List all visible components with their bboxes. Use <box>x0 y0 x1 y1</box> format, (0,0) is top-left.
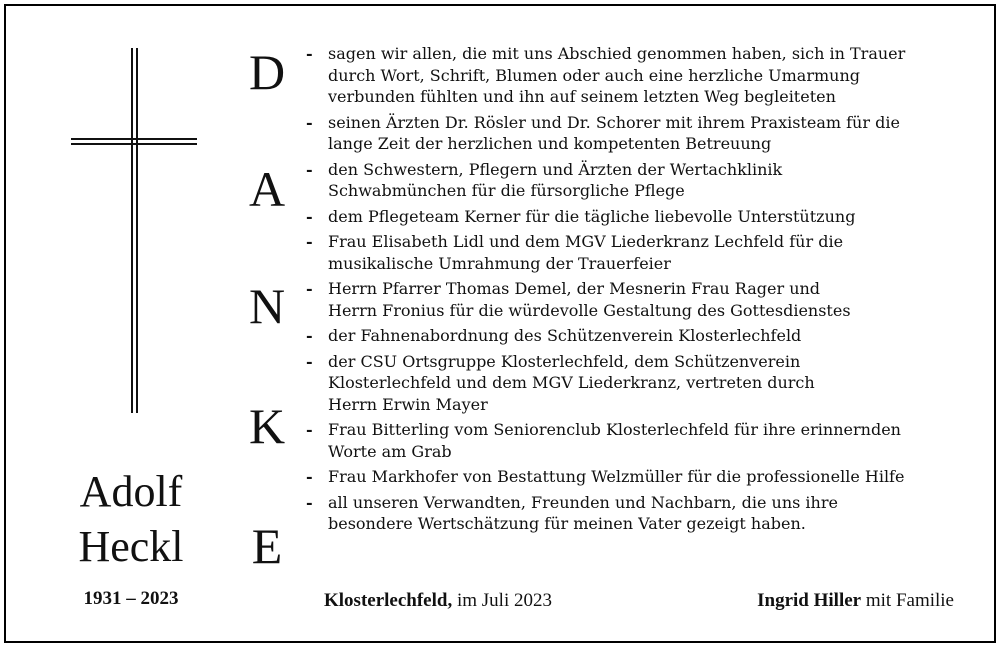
thanks-text: der Fahnenabordnung des Schützenverein Klosterlechfeld <box>328 326 802 345</box>
dash-bullet: - <box>306 232 313 251</box>
place-date <box>324 590 552 612</box>
life-dates: 1931 – 2023 <box>83 588 179 609</box>
heading-letter-k: K <box>248 398 286 454</box>
list-item <box>306 278 986 321</box>
list-item <box>306 351 986 416</box>
list-item <box>306 206 986 228</box>
deceased-last-name: Heckl <box>78 522 184 571</box>
heading-letter-n: N <box>248 278 286 334</box>
list-item <box>306 419 986 462</box>
dash-bullet: - <box>306 279 313 298</box>
dash-bullet: - <box>306 44 313 63</box>
dash-bullet: - <box>306 112 313 132</box>
list-item <box>306 159 986 202</box>
thanks-text: dem Pflegeteam Kerner für die tägliche liebevolle Unterstützung <box>328 206 856 226</box>
signer-name: Ingrid Hiller <box>757 590 862 611</box>
list-item <box>306 325 986 347</box>
thanks-list <box>306 43 986 539</box>
thanks-text: Frau Bitterling vom Seniorenclub Klosterlechfeld für ihre erinnernden Worte am Grab <box>328 420 901 461</box>
deceased-first-name: Adolf <box>79 467 183 516</box>
heading-letter-e: E <box>251 518 283 574</box>
thanks-text: der CSU Ortsgruppe Klosterlechfeld, dem Schützenverein Klosterlechfeld und dem MGV Liederkranz, vertreten durch Herrn Erwin Mayer <box>328 351 815 414</box>
thanks-text: seinen Ärzten Dr. Rösler und Dr. Schorer mit ihrem Praxisteam für die lange Zeit der herzlichen und kompetenten Betreuung <box>328 112 900 153</box>
signature <box>757 590 954 612</box>
dash-bullet: - <box>306 492 313 512</box>
thanks-text: sagen wir allen, die mit uns Abschied genommen haben, sich in Trauer durch Wort, Schrift, Blumen oder auch eine herzliche Umarmung verbunden fühlten und ihn auf seinem letzten Weg begleiteten <box>328 44 906 106</box>
thanks-text: Frau Elisabeth Lidl und dem MGV Liederkranz Lechfeld für die musikalische Umrahmung der Trauerfeier <box>328 232 844 273</box>
cross-horizontal-bar <box>71 138 197 145</box>
thanks-text: all unseren Verwandten, Freunden und Nachbarn, die uns ihre besondere Wertschätzung für meinen Vater gezeigt haben. <box>328 492 838 533</box>
list-item <box>306 492 986 535</box>
dash-bullet: - <box>306 467 313 486</box>
signer-suffix: mit Familie <box>865 590 954 611</box>
dash-bullet: - <box>306 351 313 371</box>
obituary-card <box>4 4 996 643</box>
dash-bullet: - <box>306 326 313 345</box>
date-text: im Juli 2023 <box>456 590 552 611</box>
list-item <box>306 231 986 274</box>
cross-vertical-bar <box>131 48 138 413</box>
heading-letter-d: D <box>248 44 286 100</box>
thanks-text: Herrn Pfarrer Thomas Demel, der Mesnerin Frau Rager und Herrn Fronius für die würdevolle Gestaltung des Gottesdienstes <box>328 279 851 320</box>
dash-bullet: - <box>306 420 313 439</box>
list-item <box>306 466 986 488</box>
heading-letter-a: A <box>248 161 286 217</box>
thanks-text: Frau Markhofer von Bestattung Welzmüller für die professionelle Hilfe <box>328 467 905 486</box>
thanks-text: den Schwestern, Pflegern und Ärzten der Wertachklinik Schwabmünchen für die fürsorgliche Pflege <box>328 159 783 200</box>
dash-bullet: - <box>306 206 313 226</box>
dash-bullet: - <box>306 159 313 179</box>
list-item <box>306 43 986 108</box>
place-name: Klosterlechfeld, <box>324 590 453 611</box>
list-item <box>306 112 986 155</box>
